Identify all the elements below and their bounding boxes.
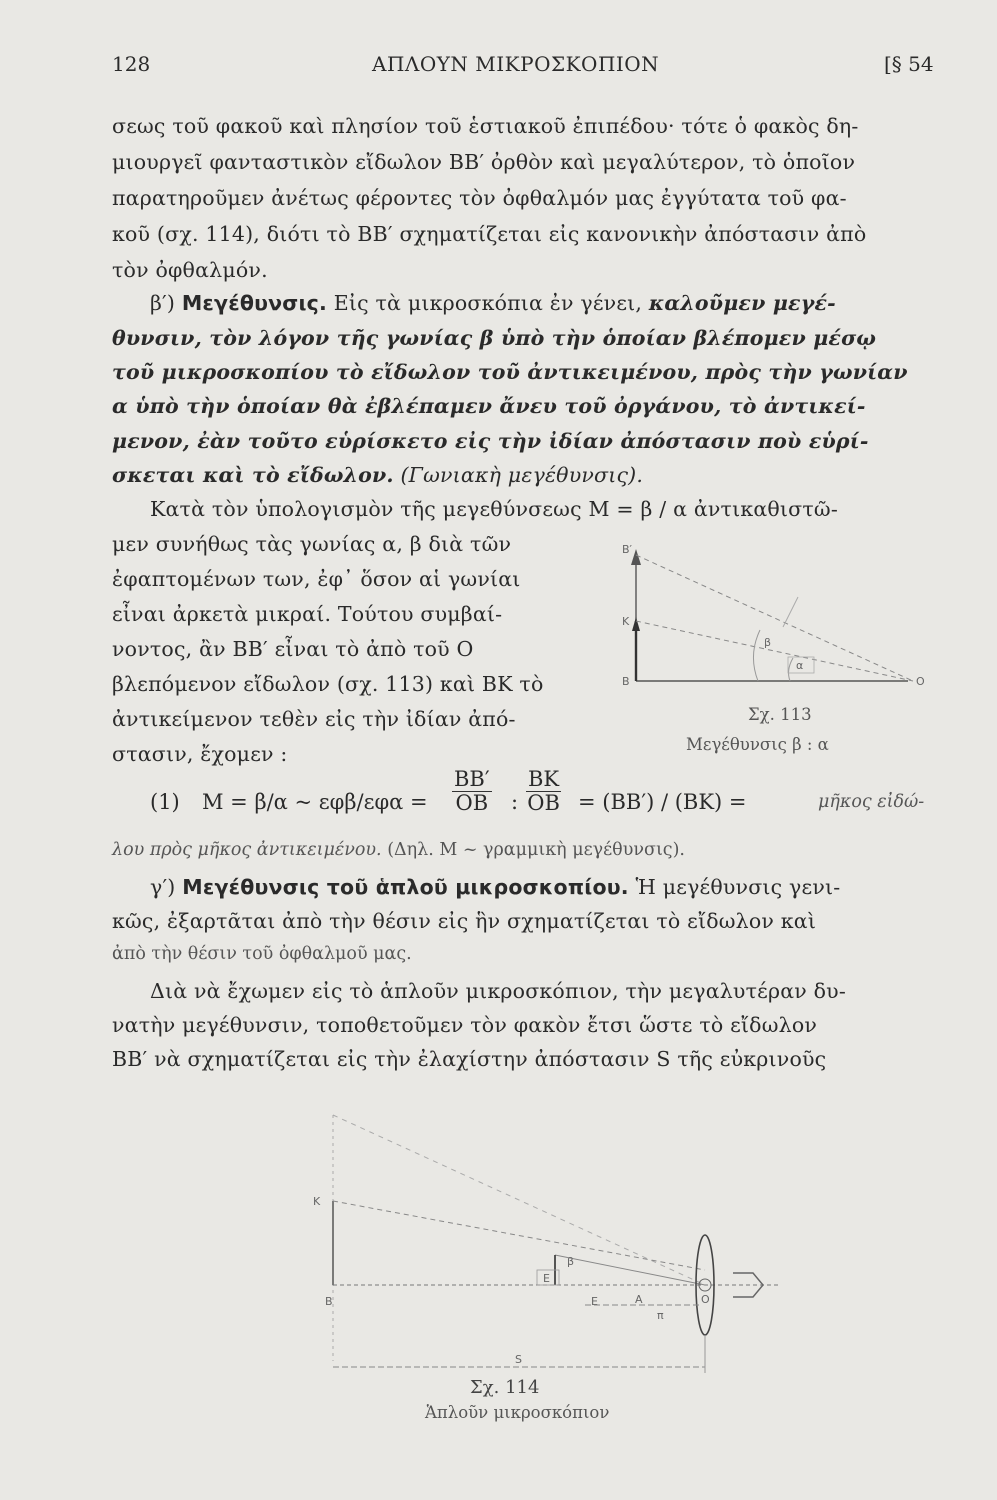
section-ref: [§ 54 [884, 52, 934, 76]
angle-beta-arc [753, 630, 760, 681]
label-b-prime: Β′ [622, 543, 633, 556]
fraction-denominator: ΟΒ [527, 791, 560, 815]
label-k: Κ [313, 1195, 321, 1208]
definition-line: θυνσιν, τὸν λόγον τῆς γωνίας β ὑπὸ τὴν ὁποίαν βλέπομεν μέσῳ [112, 326, 877, 350]
heading-magnification: Μεγέθυνσις. [181, 291, 327, 315]
label-b: Β [622, 675, 630, 688]
definition-note: (Γωνιακὴ μεγέθυνσις). [393, 463, 644, 487]
ray-k-o [636, 621, 913, 681]
ray-object [555, 1255, 705, 1285]
leader-line [783, 597, 798, 627]
label-beta: β [567, 1255, 575, 1268]
text-line: κοῦ (σχ. 114), διότι τὸ ΒΒ′ σχηματίζεται εἰς κανονικὴν ἀπόστασιν ἀπὸ [112, 222, 867, 246]
ratio-colon: : [511, 790, 519, 814]
label-k: Κ [622, 615, 630, 628]
text-line: Κατὰ τὸν ὑπολογισμὸν τῆς μεγεθύνσεως Μ = β / α ἀντικαθιστῶ- [150, 497, 838, 521]
equation-rhs: = (ΒΒ′) / (ΒΚ) = [578, 790, 747, 814]
text-line: νοντος, ἂν ΒΒ′ εἶναι τὸ ἀπὸ τοῦ Ο [112, 637, 474, 661]
text-line: Διὰ νὰ ἔχωμεν εἰς τὸ ἁπλοῦν μικροσκόπιον, τὴν μεγαλυτέραν δυ- [150, 979, 846, 1003]
definition-text: καλοῦμεν μεγέ- [648, 291, 836, 315]
label-o: Ο [916, 675, 925, 688]
text-line: παρατηροῦμεν ἀνέτως φέροντες τὸν ὀφθαλμόν μας ἐγγύτατα τοῦ φα- [112, 186, 847, 210]
fraction-numerator: ΒΚ [528, 767, 560, 791]
definition-line: τοῦ μικροσκοπίου τὸ εἴδωλον τοῦ ἀντικειμένου, πρὸς τὴν γωνίαν [112, 360, 908, 384]
label-o: Ο [701, 1293, 710, 1306]
text-line: τὸν ὀφθαλμόν. [112, 258, 268, 282]
text-line: ἀντικείμενον τεθὲν εἰς τὴν ἰδίαν ἀπό- [112, 707, 516, 731]
label-s: S [515, 1353, 522, 1366]
label-alpha: α [796, 659, 804, 672]
text-line: κῶς, ἐξαρτᾶται ἀπὸ τὴν θέσιν εἰς ἣν σχηματίζεται τὸ εἴδωλον καὶ [112, 909, 817, 933]
text-span: λου πρὸς μῆκος ἀντικειμένου. [112, 840, 382, 860]
text-span: Ἡ μεγέθυνσις γενι- [628, 875, 841, 899]
text-line: ἀπὸ τὴν θέσιν τοῦ ὀφθαλμοῦ μας. [112, 944, 412, 964]
equation-continuation [112, 840, 685, 860]
definition-line [112, 462, 643, 488]
label-e-box: Ε [543, 1272, 550, 1285]
text-line: βλεπόμενον εἴδωλον (σχ. 113) καὶ ΒΚ τὸ [112, 672, 544, 696]
figure-113-caption: Μεγέθυνσις β : α [686, 735, 829, 754]
text-line: μιουργεῖ φανταστικὸν εἴδωλον ΒΒ′ ὀρθὸν καὶ μεγαλύτερον, τὸ ὁποῖον [112, 150, 856, 174]
equation-rhs-words: μῆκος εἰδώ- [818, 792, 925, 812]
figure-114-caption: Ἁπλοῦν μικροσκόπιον [425, 1403, 610, 1422]
label-pi: π [657, 1309, 664, 1322]
ray-k [333, 1201, 705, 1270]
text-line: νατὴν μεγέθυνσιν, τοποθετοῦμεν τὸν φακὸν ἔτσι ὥστε τὸ εἴδωλον [112, 1013, 818, 1037]
figure-113-caption-number: Σχ. 113 [748, 705, 812, 724]
page-number: 128 [112, 52, 151, 76]
text-span: (Δηλ. Μ ~ γραμμικὴ μεγέθυνσις). [381, 840, 685, 860]
figure-114-caption-number: Σχ. 114 [470, 1377, 540, 1398]
arrow-up-icon [632, 617, 640, 631]
label-a: Α [635, 1293, 643, 1306]
definition-text: σκεται καὶ τὸ εἴδωλον. [112, 463, 394, 487]
text-line: ἐφαπτομένων των, ἐφ᾽ ὅσον αἱ γωνίαι [112, 567, 521, 591]
text-line: στασιν, ἔχομεν : [112, 742, 288, 766]
heading-simple-microscope: Μεγέθυνσις τοῦ ἁπλοῦ μικροσκοπίου. [182, 875, 629, 899]
fraction-bk-ob [526, 768, 561, 815]
ray-b-prime-o [636, 555, 913, 681]
angle-alpha-arc [789, 658, 793, 681]
definition-line: α ὑπὸ τὴν ὁποίαν θὰ ἐβλέπαμεν ἄνευ τοῦ ὀργάνου, τὸ ἀντικεί- [112, 394, 866, 418]
item-marker: β′) [150, 291, 182, 315]
equation-lhs: Μ = β/α ~ εφβ/εφα = [202, 790, 428, 814]
ray-upper [333, 1115, 705, 1285]
running-title: ΑΠΛΟΥΝ ΜΙΚΡΟΣΚΟΠΙΟΝ [372, 52, 660, 76]
fraction-denominator: ΟΒ [455, 791, 489, 815]
text-line: σεως τοῦ φακοῦ καὶ πλησίον τοῦ ἑστιακοῦ ἐπιπέδου· τότε ὁ φακὸς δη- [112, 114, 859, 138]
text-line: ΒΒ′ νὰ σχηματίζεται εἰς τὴν ἐλαχίστην ἀπόστασιν S τῆς εὐκρινοῦς [112, 1047, 827, 1071]
label-beta: β [764, 636, 772, 649]
figure-114 [305, 1105, 805, 1405]
label-e: Ε [591, 1295, 598, 1308]
figure-113 [618, 535, 938, 695]
definition-line: μενον, ἐὰν τοῦτο εὑρίσκετο εἰς τὴν ἰδίαν ἀπόστασιν ποὺ εὑρί- [112, 429, 869, 453]
label-b: Β [325, 1295, 333, 1308]
fraction-numerator: ΒΒ′ [454, 767, 490, 791]
fraction-bb-ob [452, 768, 492, 815]
equation-label: (1) [150, 790, 180, 814]
item-marker: γ′) [150, 875, 183, 899]
text-line: μεν συνήθως τὰς γωνίας α, β διὰ τῶν [112, 532, 512, 556]
text-line [150, 290, 836, 316]
text-span: Εἰς τὰ μικροσκόπια ἐν γένει, [327, 291, 649, 315]
text-line: εἶναι ἀρκετὰ μικραί. Τούτου συμβαί- [112, 602, 503, 626]
text-line [150, 874, 840, 900]
